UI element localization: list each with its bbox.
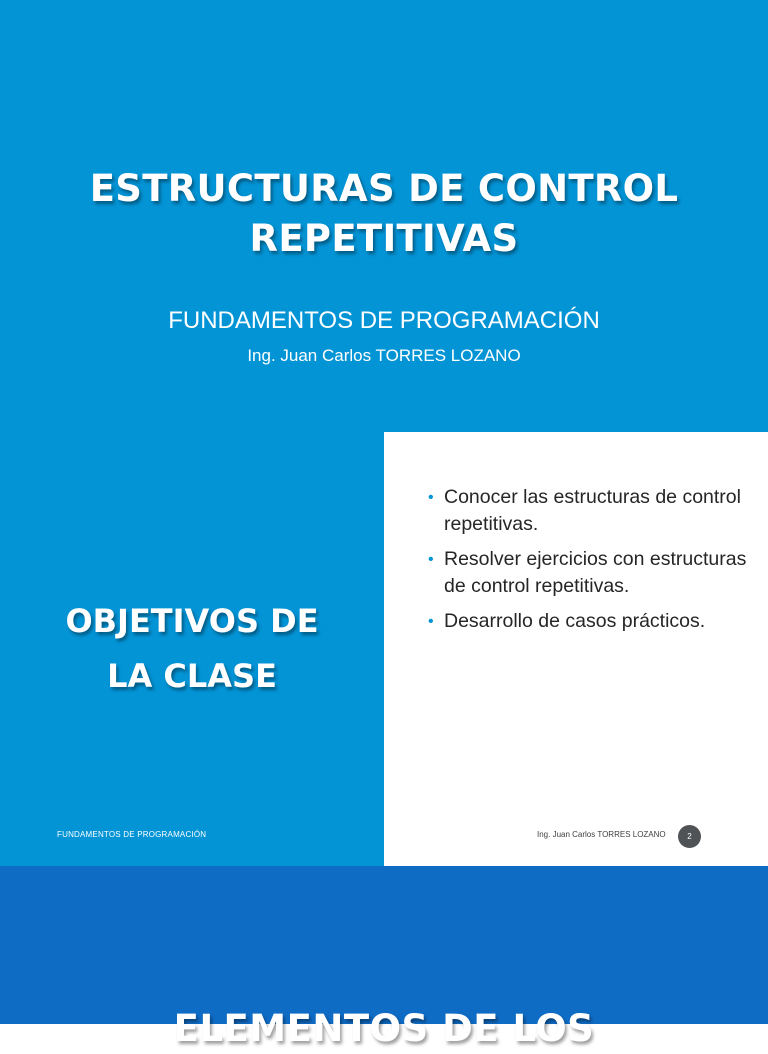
footer-course-name: FUNDAMENTOS DE PROGRAMACIÓN xyxy=(57,830,207,839)
objective-item xyxy=(428,546,748,600)
objective-text: Resolver ejercicios con estructuras de control repetitivas. xyxy=(444,548,747,597)
objective-text: Conocer las estructuras de control repetitivas. xyxy=(444,486,741,535)
objective-text: Desarrollo de casos prácticos. xyxy=(444,610,706,632)
slide-elements xyxy=(0,866,768,1050)
page-number-badge: 2 xyxy=(678,825,701,848)
title-line-2: REPETITIVAS xyxy=(249,217,519,260)
slide-author: Ing. Juan Carlos TORRES LOZANO xyxy=(247,346,521,365)
elements-heading: ELEMENTOS DE LOS xyxy=(173,1007,595,1050)
slide-title-heading xyxy=(0,164,768,264)
heading-line-1: OBJETIVOS DE xyxy=(65,602,319,640)
slide-title xyxy=(0,0,768,432)
slide-subtitle: FUNDAMENTOS DE PROGRAMACIÓN xyxy=(168,307,600,334)
objective-item xyxy=(428,608,748,635)
bullet-icon: • xyxy=(428,489,434,506)
objectives-list xyxy=(428,484,748,643)
bullet-icon: • xyxy=(428,613,434,630)
objective-item xyxy=(428,484,748,538)
objectives-heading-panel xyxy=(0,432,384,866)
bullet-icon: • xyxy=(428,551,434,568)
title-line-1: ESTRUCTURAS DE CONTROL xyxy=(89,167,679,210)
heading-line-2: LA CLASE xyxy=(107,657,277,695)
slide-objectives xyxy=(0,432,768,866)
footer-author: Ing. Juan Carlos TORRES LOZANO xyxy=(537,830,666,839)
objectives-heading xyxy=(8,594,376,704)
